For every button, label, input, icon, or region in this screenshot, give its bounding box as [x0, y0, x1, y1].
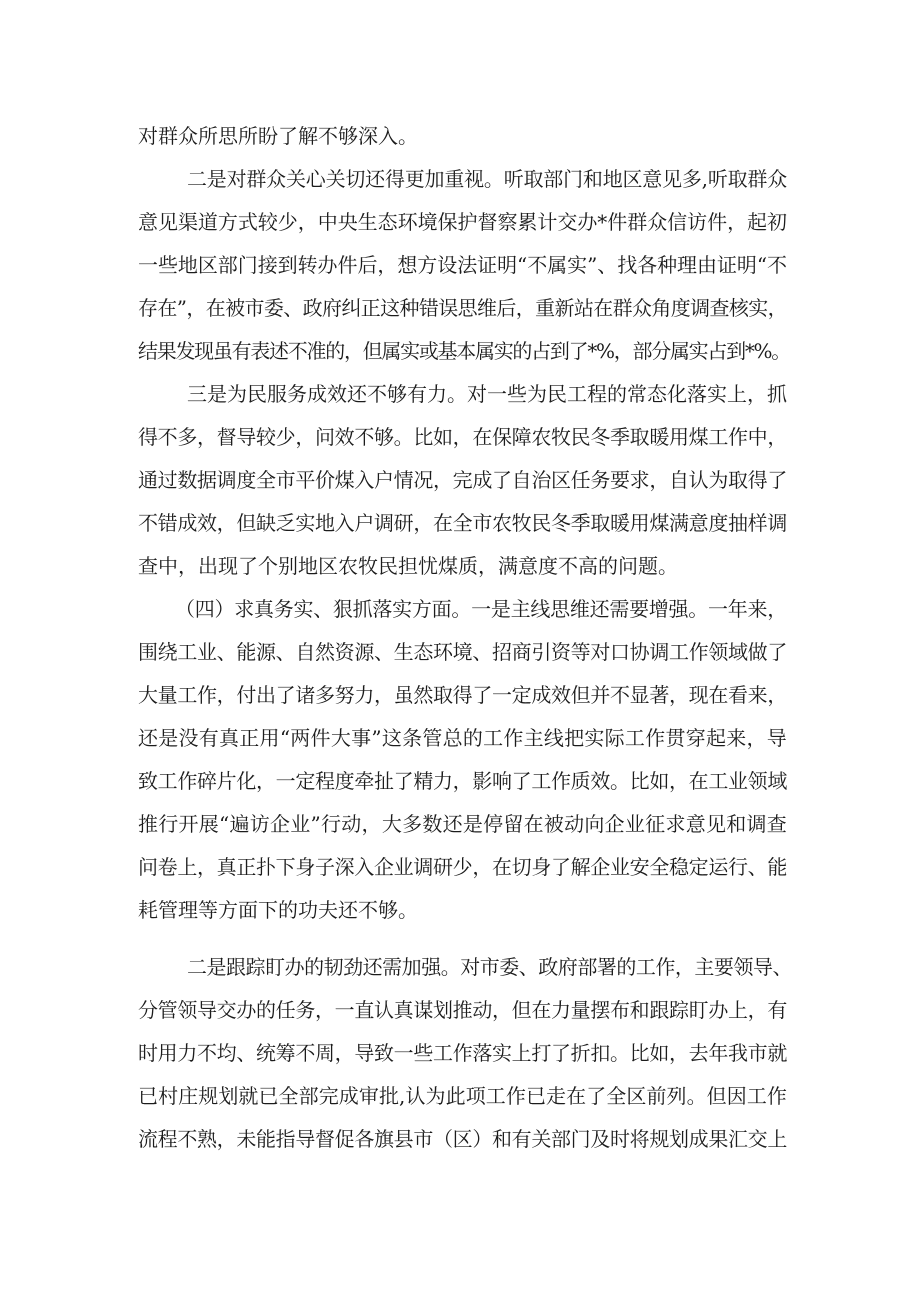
text-line-content: 时用力不均、统筹不周，导致一些工作落实上打了折扣。比如，去年我市就	[138, 1041, 787, 1065]
text-line-content: 通过数据调度全市平价煤入户情况，完成了自治区任务要求，自认为取得了	[138, 468, 787, 492]
text-line-content: 得不多，督导较少，问效不够。比如，在保障农牧民冬季取暖用煤工作中，	[138, 425, 787, 449]
paragraph-first-line	[0, 159, 920, 199]
text-line-content: 推行开展“遍访企业”行动，大多数还是停留在被动向企业征求意见和调查	[138, 812, 787, 836]
text-line	[0, 1119, 920, 1159]
text-line-content: 一些地区部门接到转办件后，想方设法证明“不属实”、找各种理由证明“不	[138, 253, 787, 277]
paragraph-first-line	[0, 589, 920, 629]
text-line	[0, 460, 920, 500]
text-line	[0, 990, 920, 1030]
paragraph-first-line	[0, 374, 920, 414]
text-line	[0, 288, 920, 328]
text-line-content: 大量工作，付出了诸多努力，虽然取得了一定成效但并不显著，现在看来，	[138, 683, 787, 707]
text-line	[0, 331, 920, 371]
text-line-content: 三是为民服务成效还不够有力。对一些为民工程的常态化落实上，抓	[187, 382, 787, 406]
text-line-content: 还是没有真正用“两件大事”这条管总的工作主线把实际工作贯穿起来，导	[138, 726, 787, 750]
text-line-content: 二是对群众关心关切还得更加重视。听取部门和地区意见多,听取群众	[187, 167, 787, 191]
text-line-content: 对群众所思所盼了解不够深入。	[138, 124, 418, 148]
text-line	[0, 718, 920, 758]
text-line-content: 存在”，在被市委、政府纠正这种错误思维后，重新站在群众角度调查核实，	[138, 296, 787, 320]
text-line-content: 致工作碎片化，一定程度牵扯了精力，影响了工作质效。比如，在工业领域	[138, 769, 787, 793]
text-line-content: 分管领导交办的任务，一直认真谋划推动，但在力量摆布和跟踪盯办上，有	[138, 998, 787, 1022]
text-line-content: 二是跟踪盯办的韧劲还需加强。对市委、政府部署的工作，主要领导、	[187, 955, 792, 979]
text-line-content: 围绕工业、能源、自然资源、生态环境、招商引资等对口协调工作领域做了	[138, 640, 787, 664]
text-line-content: 已村庄规划就已全部完成审批,认为此项工作已走在了全区前列。但因工作	[138, 1084, 787, 1108]
paragraph-first-line	[0, 947, 920, 987]
text-line	[0, 675, 920, 715]
text-line	[0, 245, 920, 285]
text-line-content: 意见渠道方式较少，中央生态环境保护督察累计交办*件群众信访件，起初	[138, 210, 787, 234]
text-line	[0, 546, 920, 586]
text-line	[0, 1076, 920, 1116]
text-line-content: 查中，出现了个别地区农牧民担忧煤质，满意度不高的问题。	[138, 554, 678, 578]
text-line-content: 流程不熟，未能指导督促各旗县市（区）和有关部门及时将规划成果汇交上	[138, 1127, 787, 1151]
text-line-content: （四）求真务实、狠抓落实方面。一是主线思维还需要增强。一年来，	[175, 597, 787, 621]
text-line	[0, 202, 920, 242]
text-line	[0, 417, 920, 457]
text-line	[0, 503, 920, 543]
text-line	[0, 804, 920, 844]
text-line	[0, 847, 920, 887]
text-line-content: 不错成效，但缺乏实地入户调研，在全市农牧民冬季取暖用煤满意度抽样调	[138, 511, 787, 535]
text-line	[0, 1033, 920, 1073]
text-line	[0, 890, 920, 930]
text-line-content: 结果发现虽有表述不准的，但属实或基本属实的占到了*%，部分属实占到*%。	[138, 339, 790, 363]
text-line-content: 耗管理等方面下的功夫还不够。	[138, 898, 418, 922]
text-line	[0, 116, 920, 156]
text-line	[0, 761, 920, 801]
text-line	[0, 632, 920, 672]
text-line-content: 问卷上，真正扑下身子深入企业调研少，在切身了解企业安全稳定运行、能	[138, 855, 787, 879]
